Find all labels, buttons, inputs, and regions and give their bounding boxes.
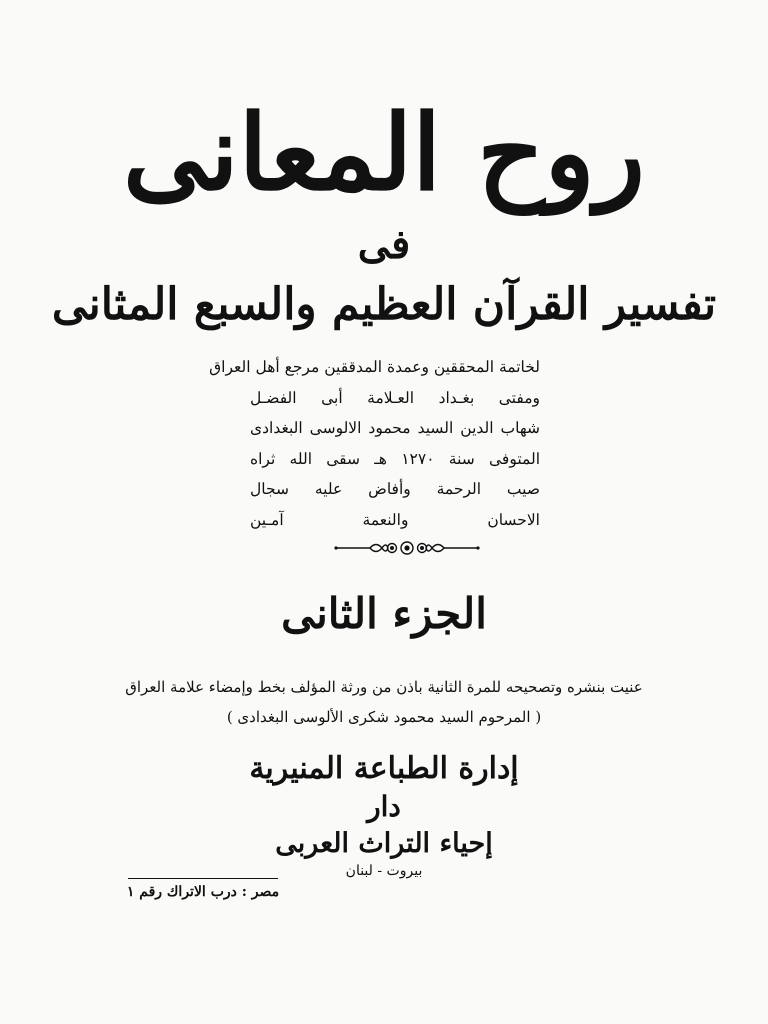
publisher-house: إحياء التراث العربى <box>275 828 493 859</box>
dedication-line: عنيت بنشره وتصحيحه للمرة الثانية باذن من ورثة المؤلف بخط وإمضاء علامة العراق <box>125 678 643 696</box>
title-connector: فى <box>357 221 411 268</box>
dedication-line: ( المرحوم السيد محمود شكرى الألوسى البغدادى ) <box>226 708 542 726</box>
author-block <box>209 352 540 536</box>
publisher-name: إدارة الطباعة المنيرية <box>249 751 519 786</box>
publisher-dar: دار <box>367 790 401 823</box>
publisher-city: بيروت - لبنان <box>345 863 423 879</box>
floral-divider-icon <box>334 538 480 558</box>
author-line: ومفتى بغـداد العـلامة أبى الفضـل <box>250 388 540 407</box>
author-line: لخاتمة المحققين وعمدة المدققين مرجع أهل العراق <box>209 358 540 376</box>
author-line: المتوفى سنة ١٢٧٠ هـ سقى الله ثراه <box>250 449 540 468</box>
author-line: صيب الرحمة وأفاض عليه سجال <box>250 480 540 499</box>
footer-address: مصر : درب الاتراك رقم ١ <box>126 884 280 900</box>
footer-rule <box>128 878 278 879</box>
book-subtitle: تفسير القرآن العظيم والسبع المثانى <box>51 279 717 330</box>
author-line: شهاب الدين السيد محمود الالوسى البغدادى <box>250 419 540 438</box>
book-title: روح المعانى <box>123 91 645 214</box>
volume-part: الجزء الثانى <box>281 589 487 638</box>
author-line: الاحسان والنعمة آمـين <box>250 510 540 529</box>
